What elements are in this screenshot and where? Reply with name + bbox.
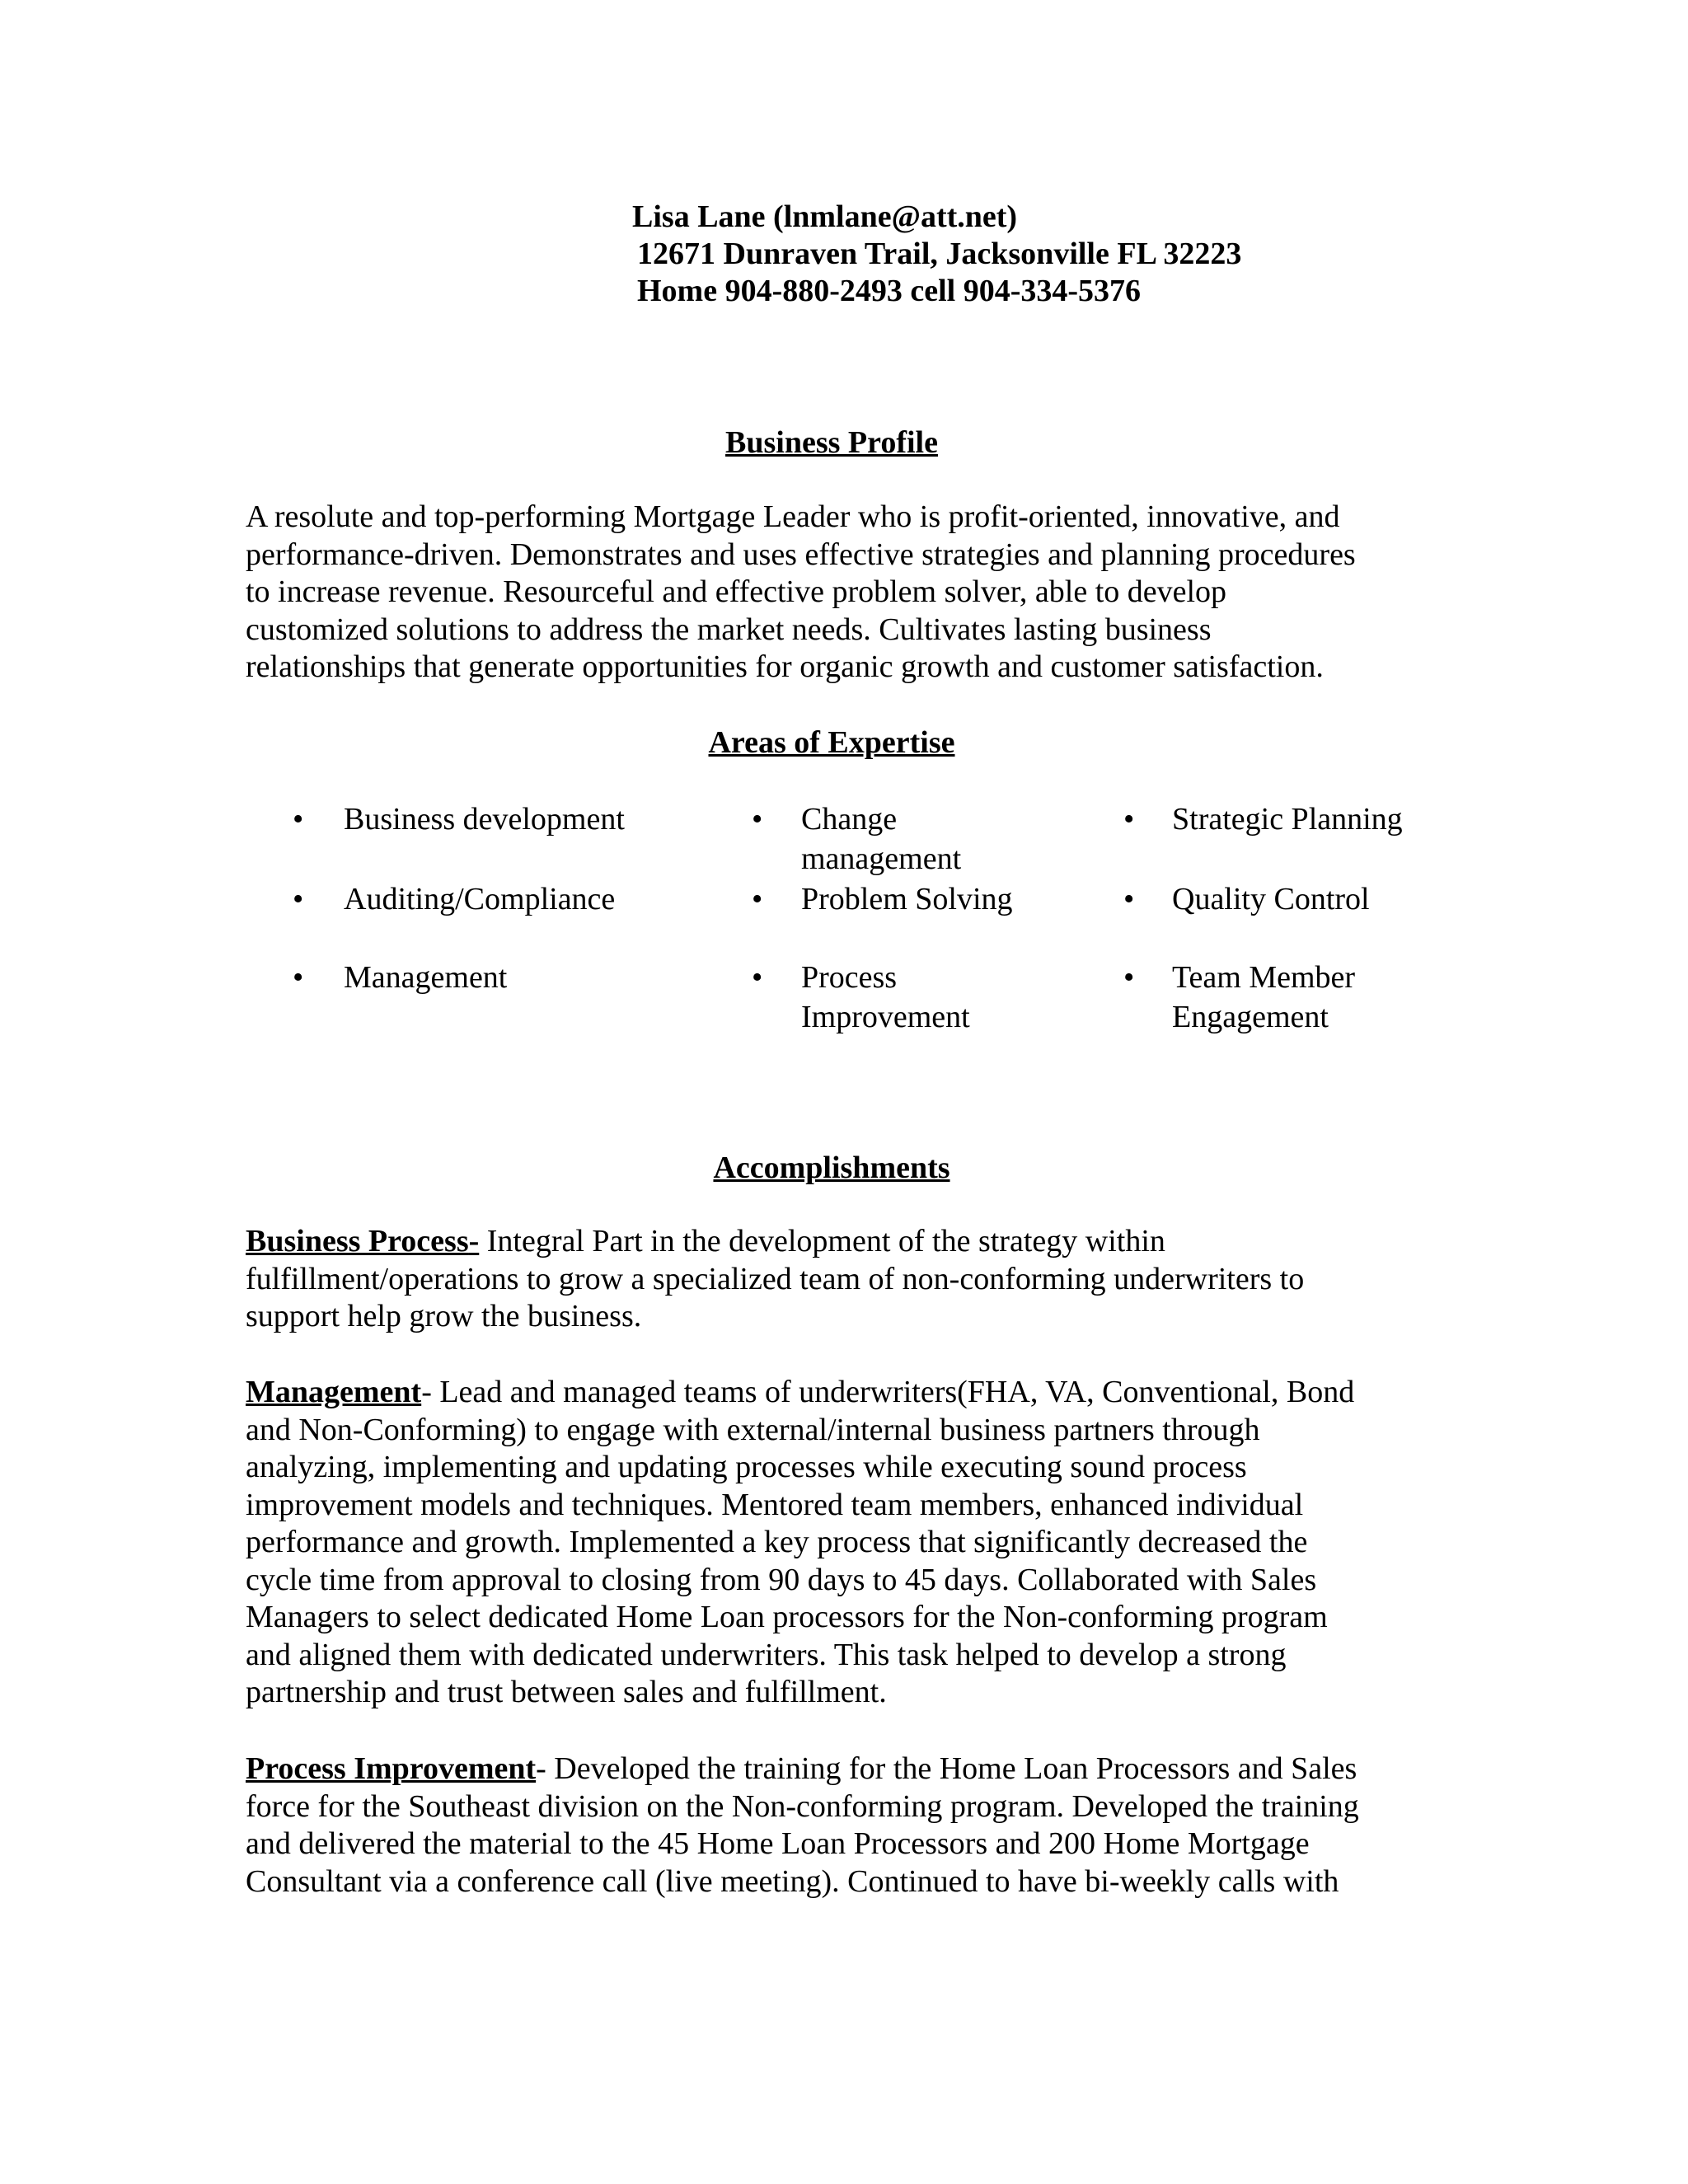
business-process-line: fulfillment/operations to grow a specialized team of non-conforming underwriters to — [246, 1261, 1305, 1296]
management-paragraph — [246, 1374, 1441, 1712]
bullet-icon: • — [293, 882, 304, 916]
business-process-paragraph — [246, 1223, 1441, 1336]
accomplishments-heading: Accomplishments — [713, 1151, 950, 1185]
bullet-icon: • — [752, 882, 763, 916]
business-process-text: Integral Part in the development of the strategy within — [479, 1224, 1165, 1258]
expertise-item-label: Management — [344, 960, 508, 995]
business-profile-heading: Business Profile — [725, 425, 938, 460]
expertise-item-label: Problem Solving — [801, 882, 1013, 916]
management-line: Managers to select dedicated Home Loan processors for the Non-conforming program — [246, 1600, 1328, 1634]
contact-name-email: Lisa Lane (lnmlane@att.net) — [632, 199, 1018, 234]
expertise-item-label: Change — [801, 802, 898, 837]
management-line: analyzing, implementing and updating processes while executing sound process — [246, 1450, 1247, 1484]
process-improvement-text: - Developed the training for the Home Loan Processors and Sales — [536, 1751, 1357, 1786]
contact-phone: Home 904-880-2493 cell 904-334-5376 — [637, 274, 1142, 308]
business-process-separator: - — [468, 1224, 480, 1258]
expertise-item-label: Quality Control — [1172, 882, 1370, 916]
process-improvement-label: Process Improvement — [246, 1751, 537, 1786]
expertise-item-label: Auditing/Compliance — [344, 882, 616, 916]
expertise-heading: Areas of Expertise — [708, 725, 955, 760]
profile-line: A resolute and top-performing Mortgage Leader who is profit-oriented, innovative, and — [246, 499, 1340, 534]
management-line: improvement models and techniques. Mentored team members, enhanced individual — [246, 1487, 1304, 1522]
management-line: and Non-Conforming) to engage with external/internal business partners through — [246, 1412, 1260, 1447]
profile-line: customized solutions to address the market needs. Cultivates lasting business — [246, 612, 1212, 647]
business-profile-paragraph — [246, 499, 1441, 687]
bullet-icon: • — [1123, 882, 1135, 916]
expertise-item-label: management — [801, 841, 962, 876]
profile-line: relationships that generate opportunities for organic growth and customer satisfaction. — [246, 649, 1324, 684]
process-improvement-line: and delivered the material to the 45 Home Loan Processors and 200 Home Mortgage — [246, 1826, 1310, 1861]
expertise-item-label: Team Member — [1172, 960, 1356, 995]
business-process-line: support help grow the business. — [246, 1299, 642, 1333]
bullet-icon: • — [1123, 960, 1135, 995]
management-text: - Lead and managed teams of underwriters(FHA, VA, Conventional, Bond — [421, 1375, 1355, 1409]
management-line: cycle time from approval to closing from 90 days to 45 days. Collaborated with Sales — [246, 1562, 1317, 1597]
process-improvement-paragraph — [246, 1750, 1441, 1900]
expertise-item-label: Process — [801, 960, 898, 995]
profile-line: to increase revenue. Resourceful and effective problem solver, able to develop — [246, 574, 1227, 609]
process-improvement-line: Consultant via a conference call (live meeting). Continued to have bi-weekly calls with — [246, 1863, 1339, 1899]
bullet-icon: • — [293, 960, 304, 995]
business-process-label: Business Process — [246, 1224, 469, 1258]
expertise-item-label: Strategic Planning — [1172, 802, 1403, 837]
expertise-item-label: Engagement — [1172, 1000, 1329, 1034]
bullet-icon: • — [1123, 802, 1135, 837]
bullet-icon: • — [752, 802, 763, 837]
management-line: partnership and trust between sales and fulfillment. — [246, 1675, 887, 1709]
management-line: performance and growth. Implemented a key process that significantly decreased the — [246, 1525, 1308, 1559]
expertise-item-label: Improvement — [801, 1000, 970, 1034]
bullet-icon: • — [752, 960, 763, 995]
management-line: and aligned them with dedicated underwriters. This task helped to develop a strong — [246, 1637, 1287, 1672]
bullet-icon: • — [293, 802, 304, 837]
expertise-item-label: Business development — [344, 802, 625, 837]
management-label: Management — [246, 1375, 422, 1409]
profile-line: performance-driven. Demonstrates and uses effective strategies and planning procedures — [246, 537, 1356, 572]
contact-address: 12671 Dunraven Trail, Jacksonville FL 32223 — [637, 237, 1242, 271]
process-improvement-line: force for the Southeast division on the Non-conforming program. Developed the training — [246, 1788, 1359, 1824]
